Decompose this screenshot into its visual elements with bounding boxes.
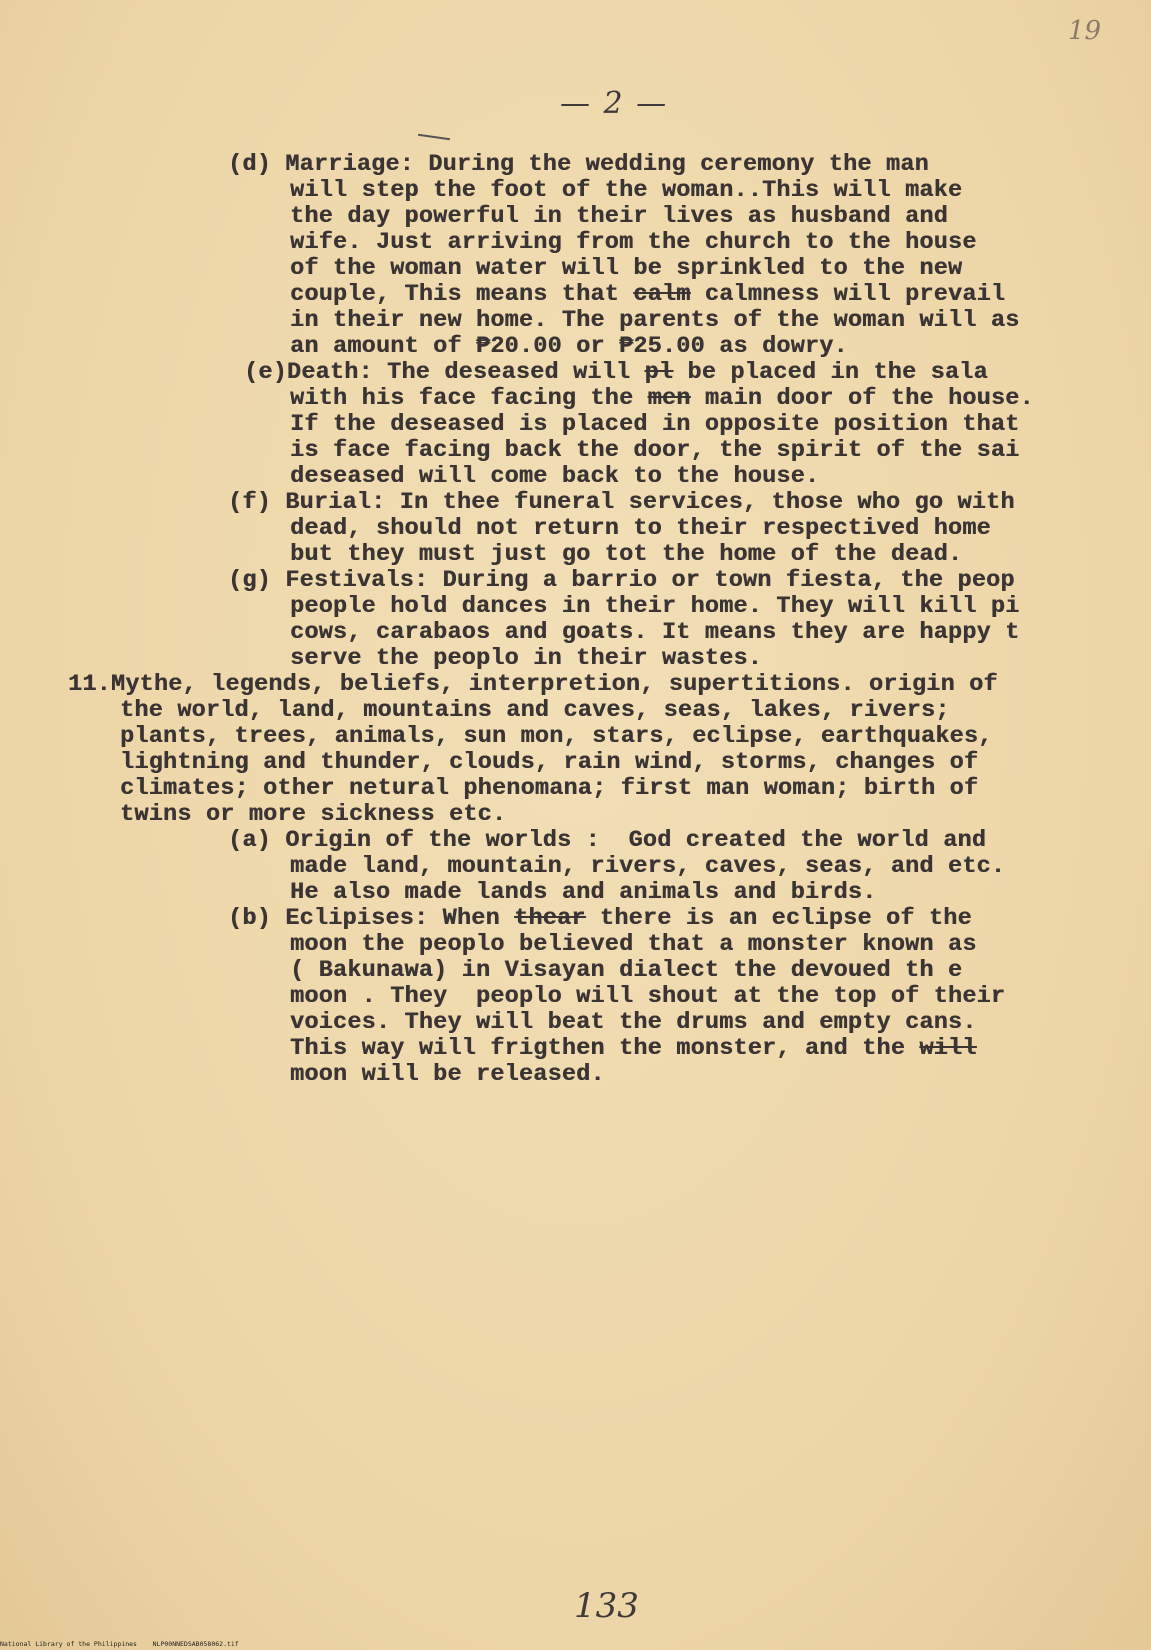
page-number: — 2 —	[560, 86, 669, 121]
text-line: deseased will come back to the house.	[290, 463, 820, 490]
text-line: people hold dances in their home. They will kill pi	[290, 593, 1020, 620]
text-fragment: there is an eclipse of the	[599, 905, 972, 932]
text-line: moon will be released.	[290, 1061, 605, 1088]
text-line: the world, land, mountains and caves, seas, lakes, rivers;	[120, 697, 950, 724]
text-fragment: (e)Death: The deseased will	[244, 359, 631, 386]
pen-mark	[418, 134, 450, 140]
text-line: moon . They peoplo will shout at the top of their	[290, 983, 1006, 1010]
text-line: made land, mountain, rivers, caves, seas, and etc.	[290, 853, 1006, 880]
text-line: (a) Origin of the worlds : God created the world and	[228, 827, 987, 854]
struck-word: men	[647, 385, 691, 412]
text-line	[228, 906, 972, 932]
footer-file: NLP00NNEDSAB058062.tif	[152, 1640, 239, 1648]
text-line: is face facing back the door, the spirit of the sai	[290, 437, 1020, 464]
text-fragment: This way will frigthen the monster, and the	[290, 1035, 905, 1062]
corner-folio-number: 19	[1068, 16, 1102, 46]
text-line: plants, trees, animals, sun mon, stars, eclipse, earthquakes,	[120, 723, 993, 750]
text-fragment: main door of the house.	[704, 385, 1034, 412]
struck-word: thear	[514, 905, 586, 932]
stamp-number: 133	[574, 1586, 639, 1626]
text-fragment: couple, This means that	[290, 281, 619, 308]
text-line: (d) Marriage: During the wedding ceremony the man	[228, 151, 929, 178]
text-line: in their new home. The parents of the woman will as	[290, 307, 1020, 334]
text-line: the day powerful in their lives as husband and	[290, 203, 948, 230]
text-fragment: (b) Eclipises: When	[228, 905, 500, 932]
text-fragment: calmness will prevail	[704, 281, 1006, 308]
text-line: ( Bakunawa) in Visayan dialect the devoued th e	[290, 957, 963, 984]
text-line: wife. Just arriving from the church to the house	[290, 229, 977, 256]
struck-word: pl	[644, 359, 674, 386]
struck-word: calm	[633, 281, 691, 308]
text-line: moon the peoplo believed that a monster known as	[290, 931, 977, 958]
footer-library: National Library of the Philippines	[0, 1640, 137, 1648]
text-fragment: be placed in the sala	[687, 359, 988, 386]
text-line: of the woman water will be sprinkled to the new	[290, 255, 963, 282]
scan-footer	[0, 1640, 239, 1648]
text-line: climates; other netural phenomana; first man woman; birth of	[120, 775, 979, 802]
text-line	[244, 360, 988, 386]
text-line: lightning and thunder, clouds, rain wind, storms, changes of	[120, 749, 979, 776]
text-line: twins or more sickness etc.	[120, 801, 507, 828]
text-line	[290, 1036, 977, 1062]
text-line: (f) Burial: In thee funeral services, those who go with	[228, 489, 1015, 516]
text-line	[290, 386, 1034, 412]
text-line: If the deseased is placed in opposite position that	[290, 411, 1020, 438]
text-line: dead, should not return to their respectived home	[290, 515, 991, 542]
text-line: but they must just go tot the home of the dead.	[290, 541, 963, 568]
struck-word: will	[919, 1035, 977, 1062]
text-line	[290, 282, 1005, 308]
text-line: an amount of ₱20.00 or ₱25.00 as dowry.	[290, 333, 848, 360]
text-line: He also made lands and animals and birds.	[290, 879, 877, 906]
text-line: will step the foot of the woman..This will make	[290, 177, 963, 204]
text-line: serve the peoplo in their wastes.	[290, 645, 762, 672]
text-line: 11.Mythe, legends, beliefs, interpretion, supertitions. origin of	[68, 671, 998, 698]
text-line: cows, carabaos and goats. It means they are happy t	[290, 619, 1020, 646]
text-line: voices. They will beat the drums and empty cans.	[290, 1009, 977, 1036]
text-fragment: with his face facing the	[290, 385, 634, 412]
text-line: (g) Festivals: During a barrio or town fiesta, the peop	[228, 567, 1015, 594]
